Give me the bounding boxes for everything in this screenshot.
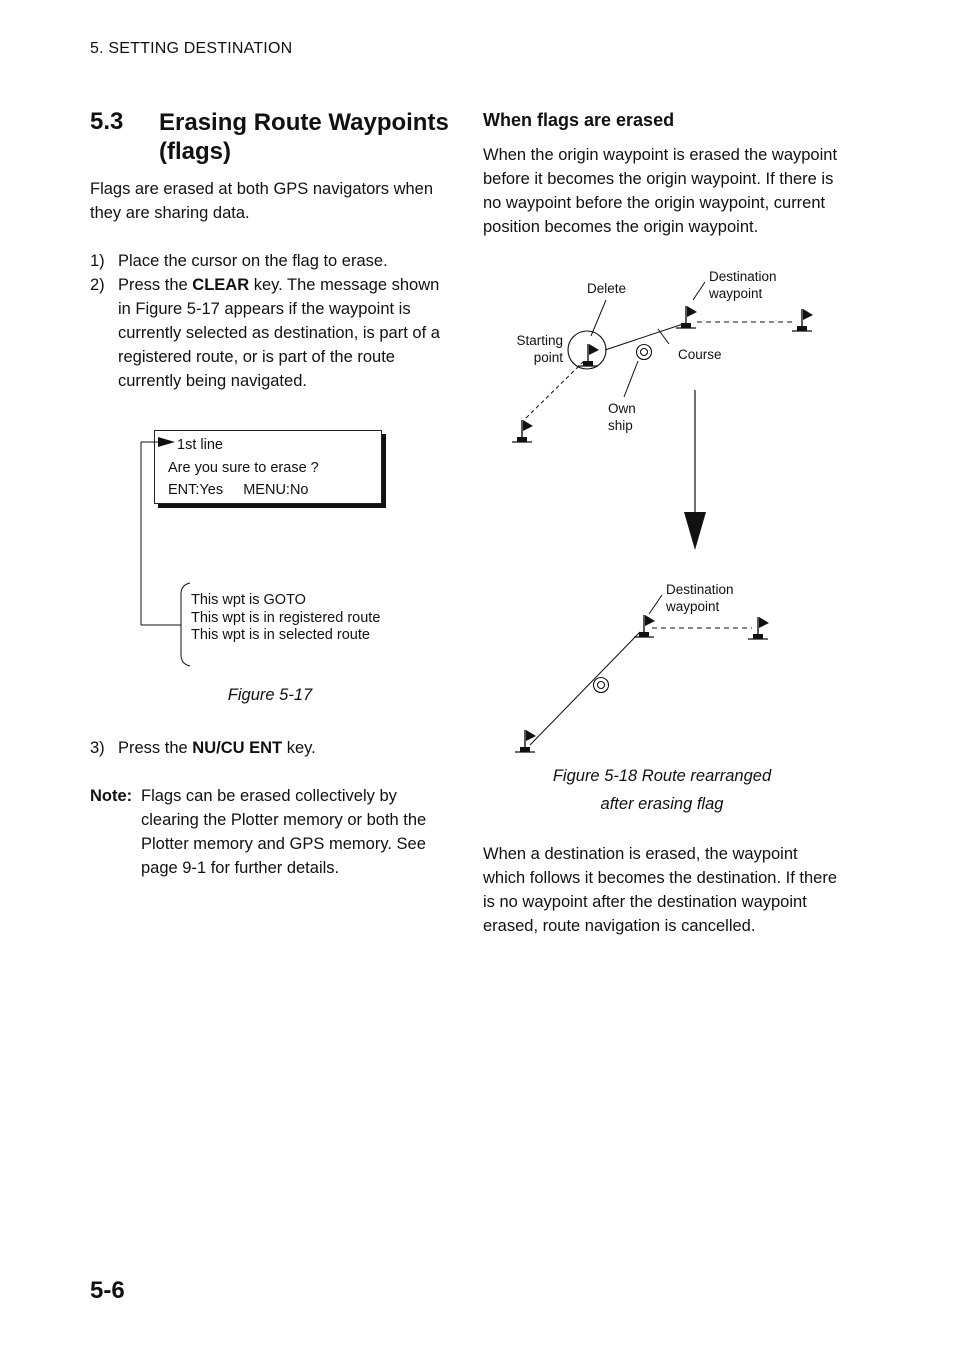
rearrange-arrow <box>684 390 706 550</box>
figure-5-17-connector <box>141 437 190 666</box>
label-destination-1: Destination waypoint <box>709 269 777 301</box>
page-number: 5-6 <box>90 1277 125 1304</box>
step-2-text: Press the CLEAR key. The message shown in Figure 5-17 appears if the waypoint is currently selected as destination, is part of a registered route, or is part of the route currently being navigated. <box>118 276 440 390</box>
step-1-text: Place the cursor on the flag to erase. <box>118 252 388 270</box>
intro-paragraph: Flags are erased at both GPS navigators when they are sharing data. <box>90 180 434 222</box>
label-own-ship: Own ship <box>608 401 636 433</box>
label-destination-2: Destination waypoint <box>666 582 734 614</box>
option-selected-route: This wpt is in selected route <box>191 627 370 643</box>
note-label: Note: <box>90 787 133 805</box>
option-registered-route: This wpt is in registered route <box>191 609 381 626</box>
section-number: 5.3 <box>90 108 124 135</box>
option-goto: This wpt is GOTO <box>191 592 306 608</box>
clear-key: CLEAR <box>192 276 250 294</box>
note-text: Flags can be erased collectively by clearing the Plotter memory or both the Plotter memory and GPS memory. See page 9-1 for further details. <box>141 787 427 877</box>
label-course: Course <box>678 347 722 362</box>
step-3-text: Press the NU/CU ENT key. <box>118 739 316 757</box>
dialog-first-line: 1st line <box>177 437 223 453</box>
step-1-number: 1) <box>90 252 105 270</box>
step-2-number: 2) <box>90 276 105 294</box>
figure-5-17-caption: Figure 5-17 <box>227 686 313 704</box>
label-starting-point: Starting point <box>516 333 563 365</box>
origin-erase-paragraph: When the origin waypoint is erased the waypoint before it becomes the origin waypoint. If there is no waypoint before the origin waypoint, current position becomes the origin waypoint. <box>483 146 838 236</box>
figure-5-18-after <box>515 595 769 752</box>
dialog-question: Are you sure to erase ? <box>168 460 319 476</box>
section-title: Erasing Route Waypoints (flags) <box>159 109 449 165</box>
step-3-number: 3) <box>90 739 105 757</box>
destination-erase-paragraph: When a destination is erased, the waypoint which follows it becomes the destination. If there is no waypoint after the destination waypoint erased, route navigation is cancelled. <box>483 845 838 935</box>
nu-cu-ent-key: NU/CU ENT <box>192 739 283 757</box>
right-heading: When flags are erased <box>483 110 675 130</box>
figure-5-18-before <box>512 282 813 442</box>
running-head: 5. SETTING DESTINATION <box>90 40 293 57</box>
figure-5-18-caption: Figure 5-18 Route rearranged after erasing flag <box>552 767 772 813</box>
label-delete: Delete <box>587 281 627 296</box>
dialog-key-hints: ENT:Yes MENU:No <box>168 482 309 498</box>
